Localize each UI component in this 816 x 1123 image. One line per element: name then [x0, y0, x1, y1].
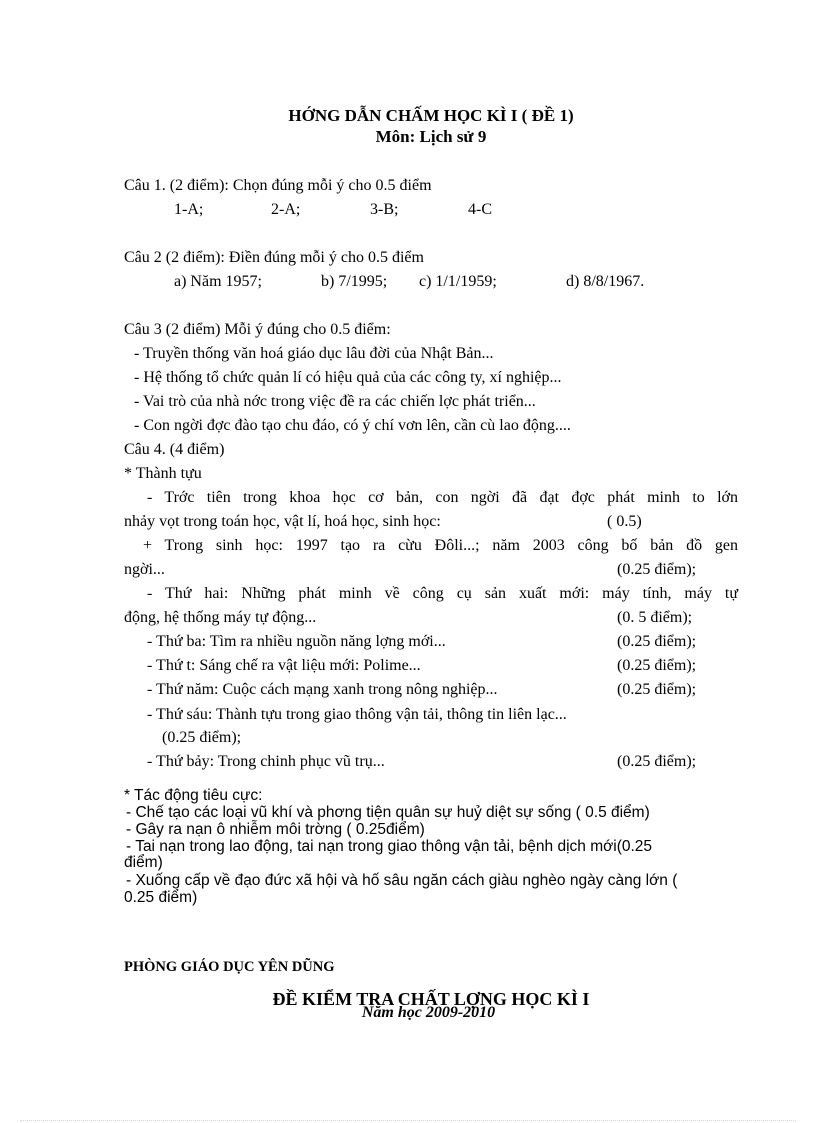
score-label: (0.25 điểm);: [617, 657, 697, 674]
q2-answer: a) Năm 1957;: [174, 273, 262, 290]
department-name: PHÒNG GIÁO DỤC YÊN DŨNG: [124, 959, 335, 975]
achievement-item: - Thứ bảy: Trong chinh phục vũ trụ...: [147, 753, 385, 770]
q2-answer: b) 7/1995;: [321, 273, 388, 290]
score-label: (0.25 điểm);: [162, 729, 242, 746]
achievement-paragraph-line: động, hệ thống máy tự động...: [124, 609, 317, 626]
achievement-item: - Thứ năm: Cuộc cách mạng xanh trong nông nghiệp...: [147, 681, 498, 698]
achievements-label: * Thành tựu: [124, 465, 202, 482]
q3-bullet: - Con ngời đợc đào tạo chu đáo, có ý chí vơn lên, cần cù lao động....: [134, 417, 571, 434]
achievement-paragraph-line: - Trớc tiên trong khoa học cơ bản, con ngời đã đạt đợc phát minh to lớn: [147, 489, 738, 506]
q2-answer: c) 1/1/1959;: [419, 273, 497, 290]
achievement-item: - Thứ t: Sáng chế ra vật liệu mới: Polime...: [147, 657, 421, 674]
q3-bullet: - Hệ thống tổ chức quản lí có hiệu quả của các công ty, xí nghiệp...: [134, 369, 562, 386]
impact-line: 0.25 điểm): [124, 889, 198, 906]
q2-heading: Câu 2 (2 điểm): Điền đúng mỗi ý cho 0.5 điểm: [124, 249, 424, 266]
impact-line: - Gây ra nạn ô nhiễm môi trờng ( 0.25điểm): [126, 821, 425, 838]
impact-line: - Tai nạn trong lao động, tai nạn trong giao thông vận tải, bệnh dịch mới(0.25: [126, 838, 653, 855]
q1-answer: 4-C: [468, 201, 492, 218]
achievement-paragraph-line: ngời...: [124, 561, 165, 578]
q1-answer: 2-A;: [271, 201, 301, 218]
subject-line: Môn: Lịch sử 9: [375, 127, 487, 146]
q1-answer: 1-A;: [174, 201, 204, 218]
score-label: (0. 5 điểm);: [617, 609, 693, 626]
impact-line: - Chế tạo các loại vũ khí và phơng tiện quân sự huỷ diệt sự sống ( 0.5 điểm): [126, 804, 650, 821]
impact-line: - Xuống cấp về đạo đức xã hội và hố sâu ngăn cách giàu nghèo ngày càng lớn (: [126, 872, 678, 889]
achievement-item: - Thứ ba: Tìm ra nhiều nguồn năng lợng mới...: [147, 633, 446, 650]
page-bottom-divider: [20, 1120, 796, 1121]
q3-bullet: - Truyền thống văn hoá giáo dục lâu đời của Nhật Bản...: [134, 345, 494, 362]
q3-heading: Câu 3 (2 điểm) Mỗi ý đúng cho 0.5 điểm:: [124, 321, 391, 338]
score-label: (0.25 điểm);: [617, 561, 697, 578]
exam-title: ĐỀ KIỂM TRA CHẤT LỢNG HỌC KÌ I: [272, 989, 590, 1009]
achievement-paragraph-line: nhảy vọt trong toán học, vật lí, hoá học, sinh học:: [124, 513, 441, 530]
achievement-item: - Thứ sáu: Thành tựu trong giao thông vận tải, thông tin liên lạc...: [147, 706, 567, 723]
impact-line: điểm): [124, 854, 163, 871]
q1-answer: 3-B;: [370, 201, 399, 218]
guide-title: HỚNG DẪN CHẤM HỌC KÌ I ( ĐỀ 1): [288, 106, 574, 125]
achievement-paragraph-line: + Trong sinh học: 1997 tạo ra cừu Đôli...; năm 2003 công bố bản đồ gen: [143, 537, 738, 554]
q4-heading: Câu 4. (4 điểm): [124, 441, 225, 458]
score-label: (0.25 điểm);: [617, 753, 697, 770]
school-year: Năm học 2009-2010: [361, 1004, 496, 1021]
score-label: (0.25 điểm);: [617, 633, 697, 650]
q3-bullet: - Vai trò của nhà nớc trong việc đề ra các chiến lợc phát triển...: [134, 393, 536, 410]
q1-heading: Câu 1. (2 điểm): Chọn đúng mỗi ý cho 0.5 điểm: [124, 177, 432, 194]
score-label: (0.25 điểm);: [617, 681, 697, 698]
score-label: ( 0.5): [607, 513, 642, 530]
achievement-paragraph-line: - Thứ hai: Những phát minh về công cụ sản xuất mới: máy tính, máy tự: [147, 585, 738, 602]
impacts-label: * Tác động tiêu cực:: [124, 787, 263, 804]
q2-answer: d) 8/8/1967.: [566, 273, 645, 290]
